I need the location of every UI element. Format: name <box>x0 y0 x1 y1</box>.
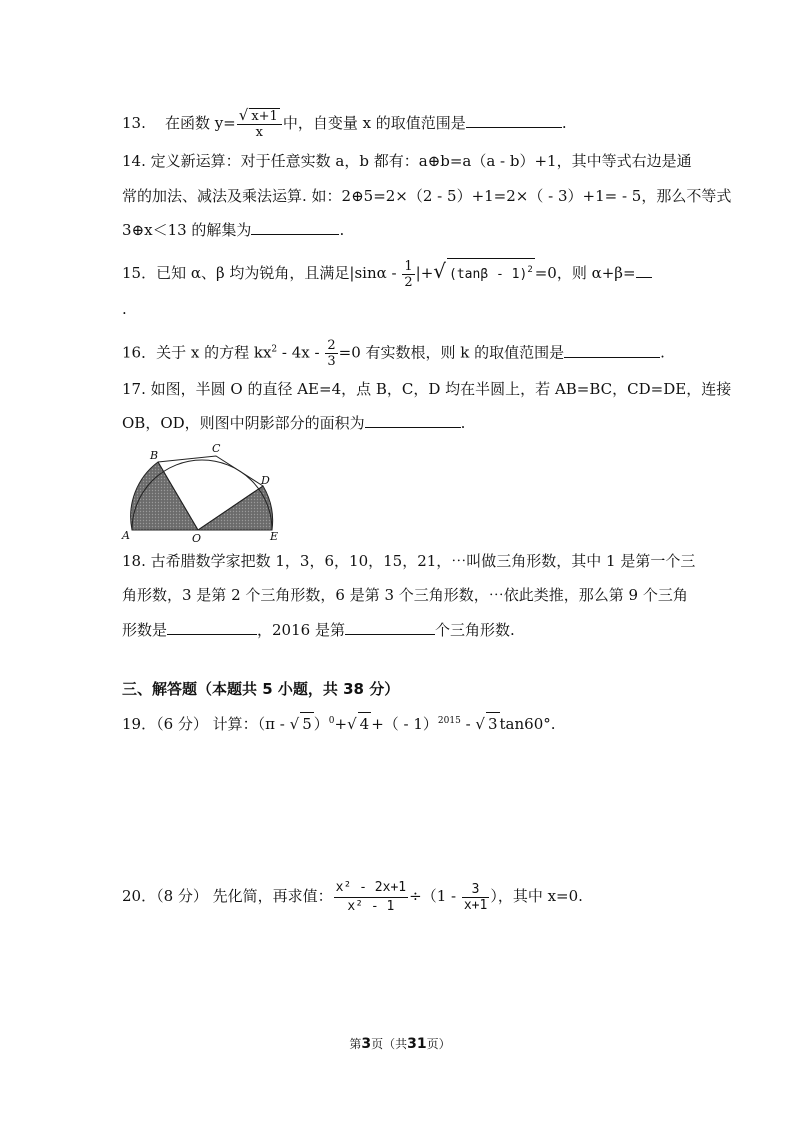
q17-line-2-text: OB，OD，则图中阴影部分的面积为 <box>122 414 365 432</box>
q19-sqrt-4: 4 <box>358 712 372 735</box>
question-13 <box>122 108 567 140</box>
q17-end: . <box>460 414 466 432</box>
q13-frac-den: x <box>255 125 263 140</box>
label-c: C <box>212 442 221 455</box>
q16-end: . <box>660 343 665 362</box>
q15-frac-num: 1 <box>404 258 413 274</box>
label-e: E <box>270 530 279 542</box>
question-15: 15．已知 α、β 均为锐角，且满足|sinα - $\frac{1}{2}$ |+√ (tanβ - 1)$^2$ =0，则 α+β= <box>122 258 652 290</box>
q19-text-pre: 19．（6 分） 计算：（π - <box>122 715 290 733</box>
q16-text-post: =0 有实数根，则 k 的取值范围是 <box>338 343 565 362</box>
q17-line-2 <box>122 411 465 434</box>
q20-fraction-2 <box>462 882 489 913</box>
q16-frac-den: 3 <box>327 354 336 369</box>
q19-text-post: tan60°. <box>499 715 556 733</box>
q15-abs-close: |+ <box>415 264 434 282</box>
q19-text-mid: +（ - 1） <box>371 715 438 733</box>
question-20 <box>122 878 583 916</box>
q14-line-2: 常的加法、减法及乘法运算. 如：2⊕5=2×（2 - 5）+1=2×（ - 3）+1= - 5，那么不等式 <box>122 187 732 205</box>
q15-dot: . <box>122 300 127 318</box>
q16-text-pre: 16．关于 x 的方程 kx <box>122 343 272 362</box>
q19-exp-0: 0 <box>328 716 335 726</box>
q18-line-3-b: ，2016 是第 <box>257 621 345 639</box>
footer-total-pages: 31 <box>407 1036 427 1052</box>
q15-sqrt-exp: 2 <box>527 265 533 275</box>
footer-pre: 第 <box>349 1037 362 1051</box>
q18-line-2: 角形数，3 是第 2 个三角形数，6 是第 3 个三角形数，⋯依此类推，那么第 9 个三角 <box>122 586 688 604</box>
q17-line-1: 17. 如图，半圆 O 的直径 AE=4，点 B，C，D 均在半圆上，若 AB=BC，CD=DE，连接 <box>122 380 732 398</box>
q20-text-pre: 20．（8 分） 先化简，再求值： <box>122 887 333 905</box>
q15-sqrt-body: (tanβ - 1) <box>449 267 528 282</box>
q20-text-mid: ÷（1 - <box>409 887 461 905</box>
q19-paren-close: ） <box>313 715 329 733</box>
q13-frac-num: x+1 <box>251 109 278 124</box>
q19-sqrt-3: 3 <box>486 712 500 735</box>
q18-answer-blank-2[interactable] <box>345 618 435 635</box>
footer-post: 页） <box>426 1037 451 1051</box>
q20-text-post: ），其中 x=0. <box>490 887 583 905</box>
q19-plus: + <box>334 715 348 733</box>
q20-frac1-num: x² - 2x+1 <box>334 879 408 898</box>
q16-exp: 2 <box>271 344 278 355</box>
q16-text-mid: - 4x - <box>277 343 325 362</box>
q19-minus: - <box>460 715 476 733</box>
q16-answer-blank[interactable] <box>564 341 660 358</box>
q13-fraction: $\frac{√ x+1}{x}$ <box>237 108 282 140</box>
q15-fraction <box>402 259 414 290</box>
label-d: D <box>261 474 270 487</box>
q15-text-pre: 15．已知 α、β 均为锐角，且满足|sinα - <box>122 264 402 282</box>
q18-line-3 <box>122 618 515 641</box>
q16-fraction <box>325 338 337 369</box>
question-19: 19．（6 分） 计算：（π - √ 5 ）$^0$+√ 4 +（ - 1）$^{2015}$ - √ 3 tan60°. <box>122 710 556 735</box>
q13-end: . <box>561 114 567 132</box>
page-footer <box>0 1035 800 1052</box>
question-16 <box>122 338 665 369</box>
q14-end: . <box>339 221 345 239</box>
q19-exp-2015: 2015 <box>437 716 461 726</box>
q18-line-3-a: 形数是 <box>122 621 168 639</box>
q14-line-3-text: 3⊕x＜13 的解集为 <box>122 221 252 239</box>
q15-text-post: =0，则 α+β= <box>534 264 636 282</box>
q13-text-pre: 在函数 y= <box>164 114 236 132</box>
q20-frac2-den: x+1 <box>463 897 488 913</box>
q13-text-post: 中，自变量 x 的取值范围是 <box>282 114 466 132</box>
footer-page-number: 3 <box>361 1036 372 1052</box>
q18-line-3-c: 个三角形数. <box>434 621 515 639</box>
q15-sqrt <box>447 258 535 286</box>
q14-answer-blank[interactable] <box>251 218 339 235</box>
q20-frac2-num: 3 <box>462 882 489 898</box>
label-a: A <box>122 529 130 542</box>
footer-mid: 页（共 <box>371 1037 408 1051</box>
q20-frac1-den: x² - 1 <box>347 898 395 914</box>
q15-answer-blank[interactable] <box>636 261 652 278</box>
label-o: O <box>192 532 202 542</box>
q17-semicircle-figure <box>118 438 286 542</box>
q13-answer-blank[interactable] <box>466 111 562 128</box>
q20-fraction-1 <box>334 879 408 916</box>
q18-answer-blank-1[interactable] <box>167 618 257 635</box>
q14-line-1: 14. 定义新运算：对于任意实数 a，b 都有：a⊕b=a（a - b）+1，其中等式右边是通 <box>122 152 692 170</box>
q17-answer-blank[interactable] <box>365 411 461 428</box>
q13-number: 13. <box>122 114 146 132</box>
q18-line-1: 18. 古希腊数学家把数 1，3，6，10，15，21，⋯叫做三角形数，其中 1 是第一个三 <box>122 552 696 570</box>
q15-frac-den: 2 <box>404 274 413 290</box>
q14-line-3 <box>122 218 344 241</box>
label-b: B <box>150 449 159 462</box>
q16-frac-num: 2 <box>327 338 336 353</box>
q19-sqrt-5: 5 <box>300 712 314 735</box>
section-3-title: 三、解答题（本题共 5 小题，共 38 分） <box>122 680 400 698</box>
